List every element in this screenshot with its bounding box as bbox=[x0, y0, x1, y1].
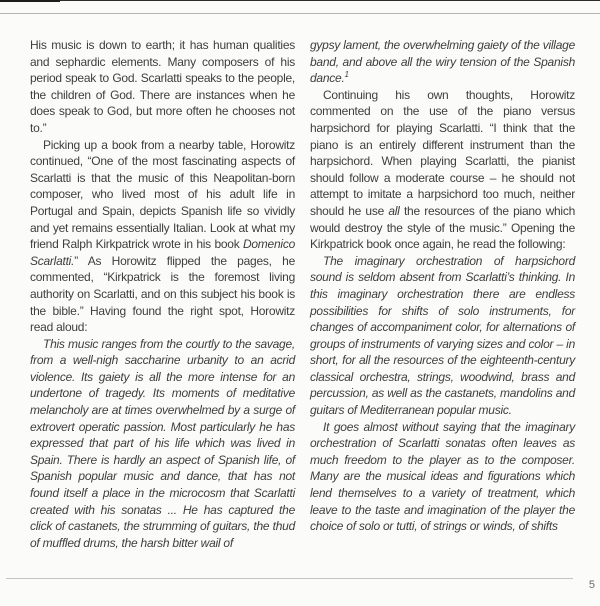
emphasized-text: all bbox=[388, 203, 400, 218]
paragraph bbox=[310, 37, 575, 87]
text-run: The imaginary orchestration of harpsichord sound is seldom absent from Scarlatti’s thinking. In this imaginary orchestration there are endless possibilities for shifts of solo instruments, for changes of accompaniment color, for alternations of groups of instruments of varying sizes and color – in short, for all the resources of the eighteenth-century classical orchestra, strings, woodwind, brass and percussion, as well as the castanets, mandolins and guitars of Mediterranean popular music. bbox=[310, 253, 575, 418]
text-run: His music is down to earth; it has human qualities and sephardic elements. Many composers of his period speak to God. Scarlatti speaks to the people, the children of God. There are instances when he does speak to God, but more often he chooses not to.” bbox=[30, 38, 295, 135]
scan-top-edge bbox=[0, 0, 600, 1]
text-run: ” As Horowitz flipped the pages, he commented, “Kirkpatrick is the foremost living authority on Scarlatti, and on this subject his book is the bible.” Having found the right spot, Horowitz read aloud: bbox=[30, 253, 295, 335]
text-run: gypsy lament, the overwhelming gaiety of the village band, and above all the wiry tension of the Spanish dance. bbox=[310, 38, 575, 86]
text-run: the resources of the piano which would destroy the style of the music.” Opening the Kirkpatrick book once again, he read the following: bbox=[310, 203, 576, 252]
text-run: Picking up a book from a nearby table, Horowitz continued, “One of the most fascinating aspects of Scarlatti is that the music of this Neapolitan-born composer, who lived most of his adult life in Portugal and Spain, depicts Spanish life so vividly and yet remains essentially Italian. Look at what my friend Ralph Kirkpatrick wrote in his book bbox=[30, 137, 295, 252]
page-number: 5 bbox=[588, 579, 595, 591]
page-content bbox=[30, 37, 575, 551]
paragraph bbox=[30, 137, 295, 336]
footer-rule bbox=[6, 578, 573, 579]
text-run: This music ranges from the courtly to the savage, from a well-nigh saccharine urbanity to an acrid violence. Its gaiety is all the more intense for an undertone of tragedy. Its moments of meditative melancholy are at times overwhelmed by a surge of extrovert operatic passion. Most particularly he has expressed that part of his life which was lived in Spain. There is hardly an aspect of Spanish life, of Spanish popular music and dance, that has not found itself a place in the microcosm that Scarlatti created with his sonatas ... He has captured the click of castanets, the strumming of guitars, the thud of muffled drums, the harsh bitter wail of bbox=[30, 336, 295, 550]
header-rule bbox=[0, 13, 600, 14]
paragraph bbox=[30, 37, 295, 137]
text-run: It goes almost without saying that the imaginary orchestration of Scarlatti sonatas often leaves as much freedom to the player as to the composer. Many are the musical ideas and figurations which lend themselves to a variety of treatment, which leave to the taste and imagination of the player the choice of solo or tutti, of strings or winds, of shifts bbox=[310, 419, 575, 534]
paragraph bbox=[30, 336, 295, 552]
paragraph bbox=[310, 87, 575, 253]
column-left bbox=[30, 37, 295, 551]
column-right bbox=[310, 37, 575, 551]
paragraph bbox=[310, 419, 575, 535]
scan-top-edge-mark bbox=[0, 0, 60, 2]
paragraph bbox=[310, 253, 575, 419]
text-run: Continuing his own thoughts, Horowitz commented on the use of the piano versus harpsichord for playing Scarlatti. “I think that the piano is an entirely different instrument than the harpsichord. When playing Scarlatti, the pianist should follow a moderate course – he should not attempt to imitate a harpsichord too much, neither should he use bbox=[310, 87, 575, 218]
footnote-marker: 1 bbox=[344, 70, 349, 80]
emphasized-text: Domenico Scarlatti. bbox=[30, 237, 295, 268]
